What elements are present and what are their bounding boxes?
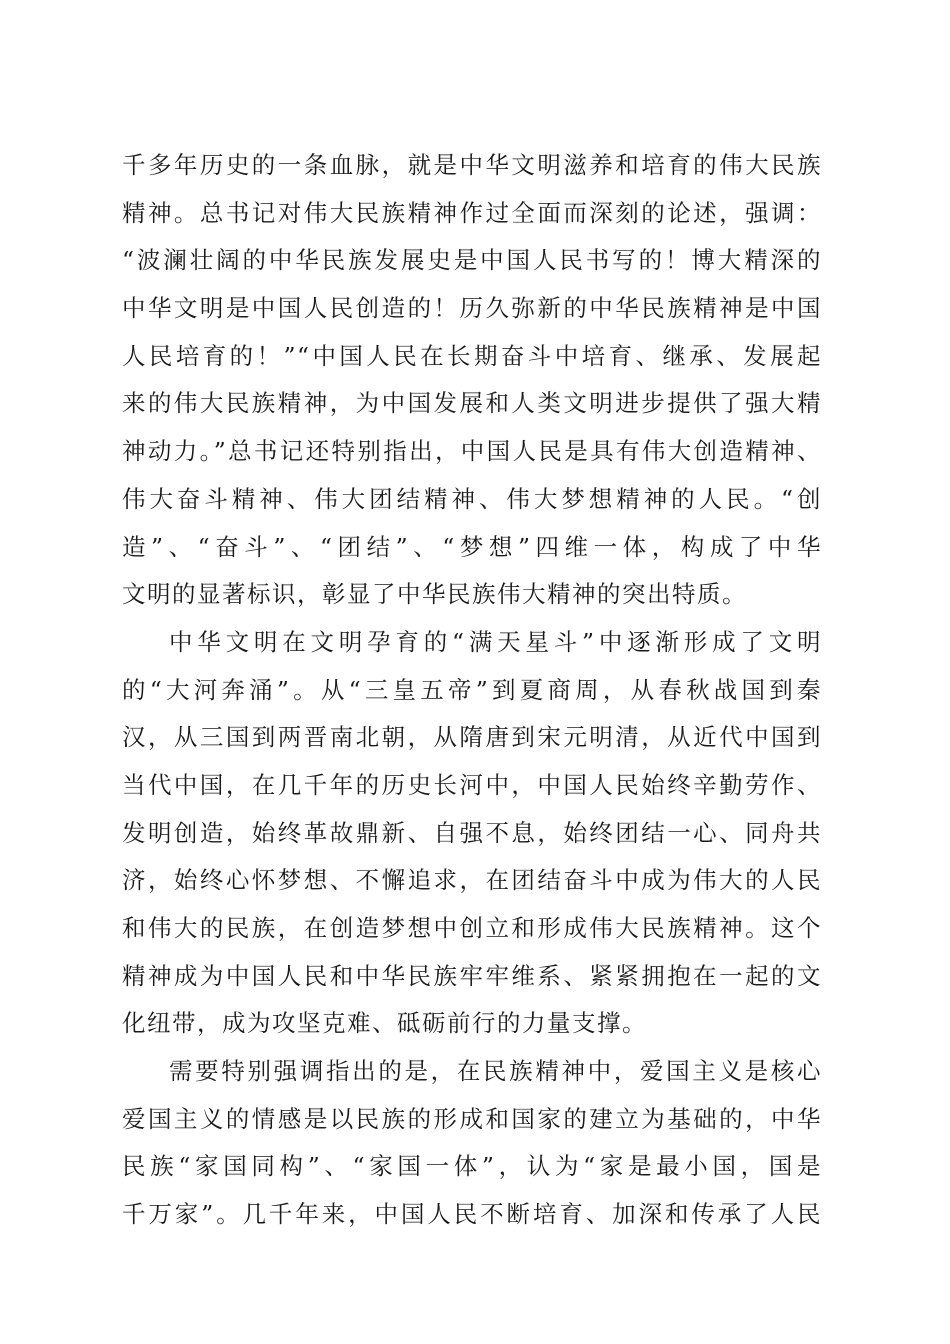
paragraph-1: [122, 142, 822, 619]
paragraph-2: [122, 619, 822, 1048]
text-line: 当代中国，在几千年的历史长河中，中国人民始终辛勤劳作、: [122, 770, 822, 799]
text-line: 千万家”。几千年来，中国人民不断培育、加深和传承了人民: [122, 1200, 822, 1229]
text-line: 造”、“奋斗”、“团结”、“梦想”四维一体，构成了中华: [122, 532, 822, 561]
text-line: 神动力。”总书记还特别指出，中国人民是具有伟大创造精神、: [122, 437, 822, 466]
text-line: 发明创造，始终革故鼎新、自强不息，始终团结一心、同舟共: [122, 818, 822, 847]
text-line: 来的伟大民族精神，为中国发展和人类文明进步提供了强大精: [122, 389, 822, 418]
text-line: 中华文明在文明孕育的“满天星斗”中逐渐形成了文明: [169, 627, 822, 656]
text-line: 文明的显著标识，彰显了中华民族伟大精神的突出特质。: [122, 580, 747, 609]
text-line: 精神成为中国人民和中华民族牢牢维系、紧紧拥抱在一起的文: [122, 961, 822, 990]
text-line: “波澜壮阔的中华民族发展史是中国人民书写的！博大精深的: [122, 246, 822, 275]
text-line: 汉，从三国到两晋南北朝，从隋唐到宋元明清，从近代中国到: [122, 723, 822, 752]
text-line: 中华文明是中国人民创造的！历久弥新的中华民族精神是中国: [122, 294, 822, 323]
text-line: 需要特别强调指出的是，在民族精神中，爱国主义是核心: [169, 1057, 822, 1086]
text-line: 的“大河奔涌”。从“三皇五帝”到夏商周，从春秋战国到秦: [122, 675, 822, 704]
text-line: 爱国主义的情感是以民族的形成和国家的建立为基础的，中华: [122, 1104, 822, 1133]
paragraph-3: [122, 1048, 822, 1239]
text-line: 化纽带，成为攻坚克难、砥砺前行的力量支撑。: [122, 1009, 647, 1038]
text-line: 和伟大的民族，在创造梦想中创立和形成伟大民族精神。这个: [122, 914, 822, 942]
text-line: 济，始终心怀梦想、不懈追求，在团结奋斗中成为伟大的人民: [122, 866, 822, 895]
text-line: 民族“家国同构”、“家国一体”，认为“家是最小国，国是: [122, 1152, 822, 1181]
text-line: 伟大奋斗精神、伟大团结精神、伟大梦想精神的人民。“创: [122, 484, 822, 513]
text-line: 精神。总书记对伟大民族精神作过全面而深刻的论述，强调：: [122, 198, 822, 227]
document-body: [122, 142, 822, 1239]
text-line: 千多年历史的一条血脉，就是中华文明滋养和培育的伟大民族: [122, 151, 822, 179]
text-line: 人民培育的！”“中国人民在长期奋斗中培育、继承、发展起: [122, 341, 822, 370]
